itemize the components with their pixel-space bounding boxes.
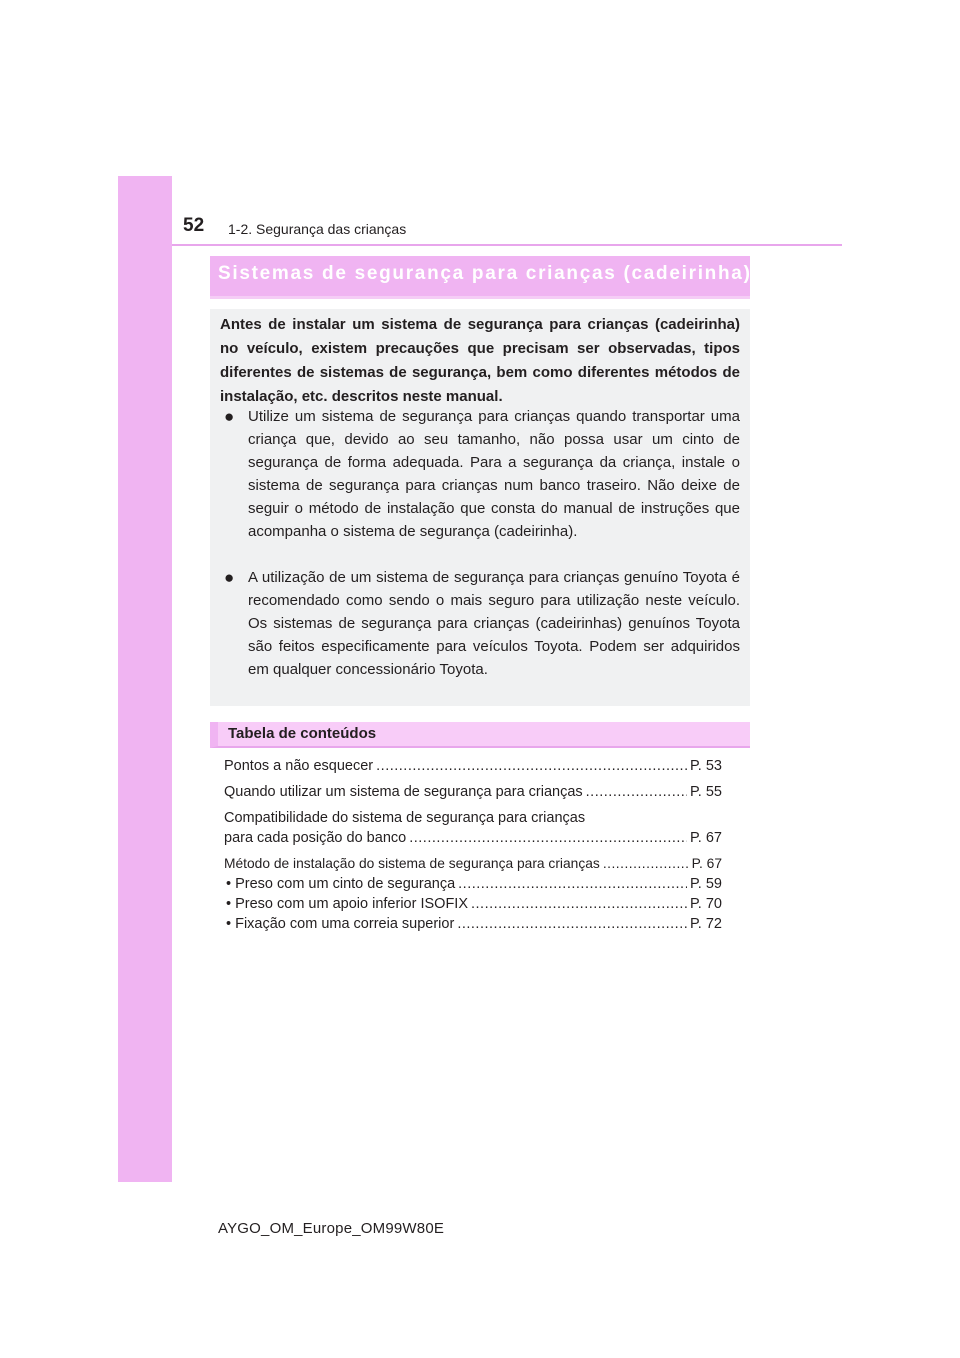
toc-leader-dots bbox=[376, 758, 687, 774]
toc-entry-label: Compatibilidade do sistema de segurança para crianças bbox=[224, 810, 586, 826]
title-bar bbox=[210, 256, 750, 296]
bullet-dot-icon: ● bbox=[224, 568, 235, 587]
section-title: 1-2. Segurança das crianças bbox=[228, 221, 407, 237]
toc-entry-label: • Preso com um apoio inferior ISOFIX bbox=[226, 896, 468, 912]
bullet-text: A utilização de um sistema de segurança para crianças genuíno Toyota é recomendado como sendo o mais seguro para utilização neste veículo. Os sistemas de segurança para crianças (cadeirinhas) genuínos Toyota são feitos especificamente para veículos Toyota. Podem ser adquiridos em qualquer concessionário Toyota. bbox=[248, 569, 740, 678]
toc-leader-dots bbox=[586, 784, 687, 800]
footer-doc-id: AYGO_OM_Europe_OM99W80E bbox=[218, 1220, 445, 1237]
toc-entry-page: P. 67 bbox=[690, 830, 722, 846]
page-title: Sistemas de segurança para crianças (cadeirinha) bbox=[218, 263, 752, 284]
toc-entry[interactable] bbox=[224, 856, 722, 876]
toc-entry-label: para cada posição do banco bbox=[224, 830, 407, 846]
toc-entry-page: P. 72 bbox=[690, 916, 722, 932]
intro-bullet bbox=[224, 405, 740, 543]
toc-leader-dots bbox=[471, 896, 687, 912]
toc-entry[interactable] bbox=[224, 758, 722, 778]
toc-entry-label: Quando utilizar um sistema de segurança para crianças bbox=[224, 784, 583, 800]
toc-entry-page: P. 67 bbox=[691, 856, 722, 871]
bullet-dot-icon: ● bbox=[224, 407, 235, 426]
toc-entry-label: Método de instalação do sistema de segurança para crianças bbox=[224, 856, 600, 871]
bullet-text: Utilize um sistema de segurança para crianças quando transportar uma criança que, devido ao seu tamanho, não possa usar um cinto de segurança de forma adequada. Para a segurança da criança, instale o sistema de segurança para crianças num banco traseiro. Não deixe de seguir o método de instalação que consta do manual de instruções que acompanha o sistema de segurança (cadeirinha). bbox=[248, 408, 740, 540]
toc-leader-dots bbox=[603, 856, 689, 871]
toc-entry[interactable] bbox=[224, 784, 722, 804]
toc-entry-line1[interactable] bbox=[224, 810, 722, 830]
toc-heading-bar bbox=[210, 722, 750, 748]
toc-entry-page: P. 59 bbox=[690, 876, 722, 892]
toc-entry[interactable] bbox=[224, 830, 722, 850]
intro-bold-text: Antes de instalar um sistema de segurança para crianças (cadeirinha) no veículo, existem precauções que precisam ser observadas, tipos diferentes de sistemas de segurança, bem como diferentes métodos de instalação, etc. descritos neste manual. bbox=[220, 316, 740, 405]
intro-box bbox=[210, 309, 750, 706]
intro-bullet bbox=[224, 566, 740, 681]
page-number: 52 bbox=[183, 215, 205, 236]
toc-entry-label: • Preso com um cinto de segurança bbox=[226, 876, 456, 892]
toc-heading: Tabela de conteúdos bbox=[228, 725, 377, 742]
toc-entry-label: Pontos a não esquecer bbox=[224, 758, 374, 774]
toc-subentry[interactable] bbox=[224, 916, 722, 936]
toc-leader-dots bbox=[457, 916, 687, 932]
header-divider bbox=[172, 244, 842, 246]
toc-entry-page: P. 70 bbox=[690, 896, 722, 912]
toc-entry-page: P. 53 bbox=[690, 758, 722, 774]
toc-entry-label: • Fixação com uma correia superior bbox=[226, 916, 455, 932]
toc-entry-page: P. 55 bbox=[690, 784, 722, 800]
table-of-contents bbox=[224, 758, 722, 936]
toc-subentry[interactable] bbox=[224, 876, 722, 896]
toc-subentry[interactable] bbox=[224, 896, 722, 916]
toc-leader-dots bbox=[458, 876, 687, 892]
toc-leader-dots bbox=[409, 830, 687, 846]
side-tab-bar bbox=[118, 176, 172, 1182]
